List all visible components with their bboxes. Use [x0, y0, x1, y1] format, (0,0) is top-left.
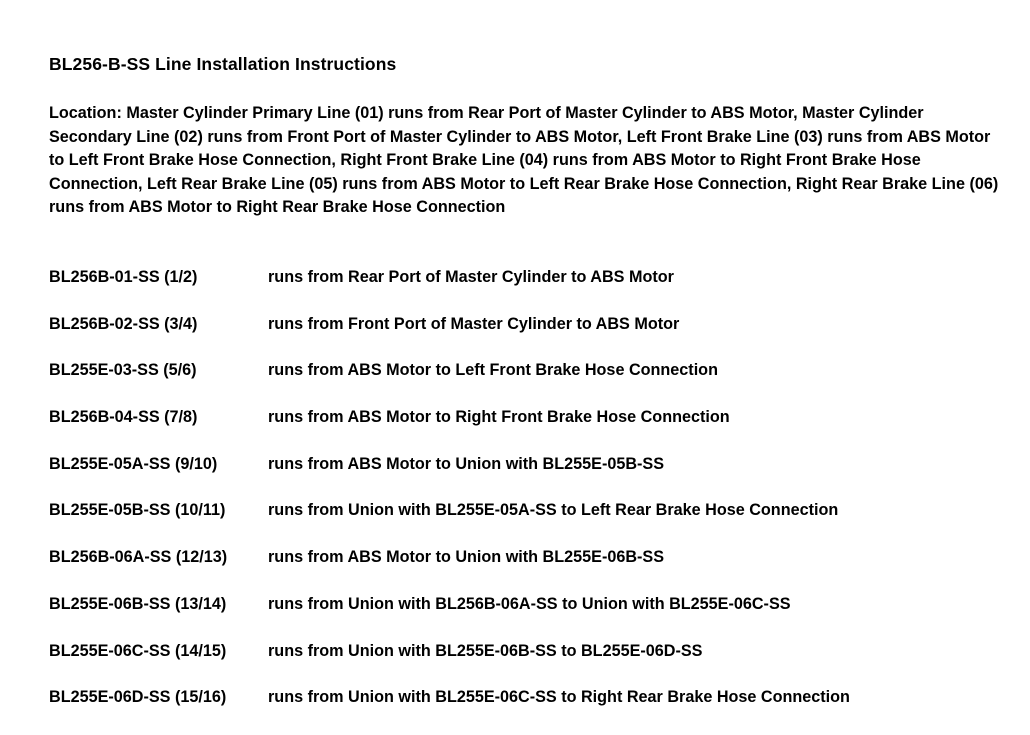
line-row [49, 358, 999, 405]
line-route: runs from Union with BL255E-05A-SS to Left Rear Brake Hose Connection [268, 501, 839, 520]
line-row [49, 405, 999, 452]
line-part-number: BL256B-04-SS (7/8) [49, 408, 198, 427]
line-part-number: BL255E-05B-SS (10/11) [49, 501, 226, 520]
line-part-number: BL255E-06B-SS (13/14) [49, 594, 227, 613]
line-route: runs from Union with BL255E-06C-SS to Right Rear Brake Hose Connection [268, 688, 850, 707]
line-route: runs from Rear Port of Master Cylinder to ABS Motor [268, 268, 674, 286]
line-part-number: BL255E-05A-SS (9/10) [49, 454, 218, 473]
line-part-number: BL255E-03-SS (5/6) [49, 361, 197, 380]
line-part-number: BL255E-06D-SS (15/16) [49, 688, 227, 707]
line-route: runs from Union with BL256B-06A-SS to Union with BL255E-06C-SS [268, 594, 791, 613]
line-row [49, 498, 999, 545]
line-row [49, 312, 999, 359]
location-paragraph: Location: Master Cylinder Primary Line (01) runs from Rear Port of Master Cylinder to ABS Motor, Master Cylinder Secondary Line (02) runs from Front Port of Master Cylinder to ABS Motor, Left Front Brake Line (03) runs from ABS Motor to Left Front Brake Hose Connection, Right Front Brake Line (04) runs from ABS Motor to Right Front Brake Hose Connection, Left Rear Brake Line (05) runs from ABS Motor to Left Rear Brake Hose Connection, Right Rear Brake Line (06) runs from ABS Motor to Right Rear Brake Hose Connection [49, 104, 999, 216]
line-part-number: BL255E-06C-SS (14/15) [49, 641, 227, 660]
line-row [49, 545, 999, 592]
line-part-number: BL256B-06A-SS (12/13) [49, 548, 228, 567]
line-part-number: BL256B-02-SS (3/4) [49, 314, 198, 333]
document-title: BL256-B-SS Line Installation Instructions [49, 54, 397, 74]
line-part-number: BL256B-01-SS (1/2) [49, 268, 198, 286]
line-route: runs from Front Port of Master Cylinder to ABS Motor [268, 314, 680, 333]
line-list [49, 265, 999, 732]
line-row [49, 265, 999, 312]
line-row [49, 685, 999, 732]
line-row [49, 639, 999, 686]
line-route: runs from ABS Motor to Union with BL255E-05B-SS [268, 454, 665, 473]
line-route: runs from Union with BL255E-06B-SS to BL255E-06D-SS [268, 641, 703, 660]
line-route: runs from ABS Motor to Union with BL255E-06B-SS [268, 548, 665, 567]
line-route: runs from ABS Motor to Right Front Brake Hose Connection [268, 408, 730, 427]
line-row [49, 452, 999, 499]
line-route: runs from ABS Motor to Left Front Brake Hose Connection [268, 361, 718, 380]
line-row [49, 592, 999, 639]
